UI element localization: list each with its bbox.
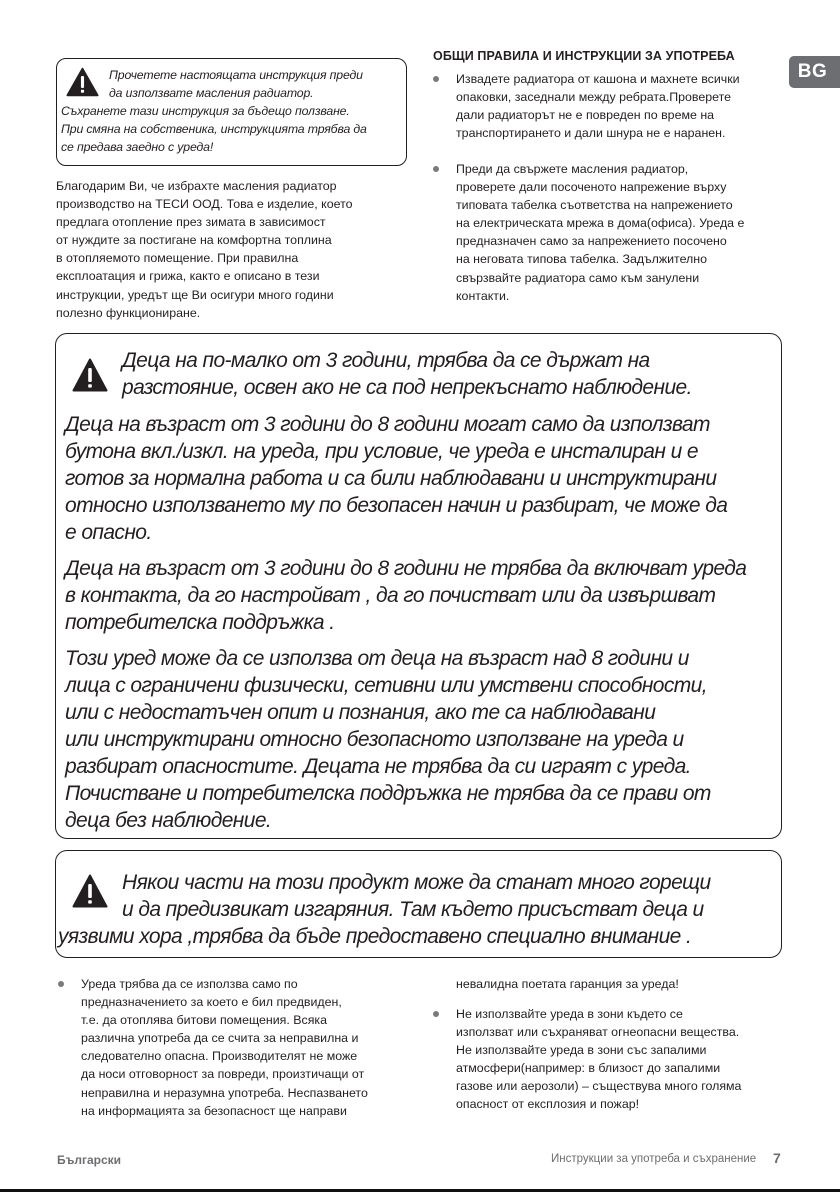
list-item-line: Не използвайте уреда в зони където се bbox=[456, 1007, 683, 1021]
language-tab: BG bbox=[789, 56, 840, 88]
warning-paragraph-line: или с недостатъчен опит и познания, ако те са наблюдавани bbox=[65, 701, 656, 724]
list-item-line: Преди да свържете масления радиатор, bbox=[456, 162, 689, 176]
list-item-line: да носи отговорност за повреди, произтичащи от bbox=[81, 1067, 365, 1082]
warning-paragraph-line: Този уред може да се използва от деца на възраст над 8 години и bbox=[65, 647, 689, 670]
list-item-line: транспортирането и дали шнура не е наранен. bbox=[456, 126, 726, 141]
warning-paragraph-line: или инструктирани относно безопасното използване на уреда и bbox=[65, 728, 684, 751]
warning-triangle-icon bbox=[66, 67, 99, 97]
warning-paragraph-line: Деца на възраст от 3 години до 8 години не трябва да включват уреда bbox=[65, 557, 747, 580]
warning-paragraph-line: деца без наблюдение. bbox=[65, 809, 272, 832]
footer-document-title: Инструкции за употреба и съхранение bbox=[551, 1153, 757, 1165]
warning-paragraph-line: лица с ограничени физически, сетивни или умствени способности, bbox=[65, 674, 707, 697]
intro-line: Благодарим Ви, че избрахте масления радиатор bbox=[56, 179, 337, 193]
bullet-icon bbox=[433, 166, 439, 172]
warning-paragraph-line: готов за нормална работа и са били наблюдавани и инструктирани bbox=[65, 467, 717, 490]
list-item-line: на неговата типова табелка. Задължително bbox=[456, 252, 708, 267]
hot-parts-warning-box bbox=[55, 850, 782, 958]
list-item-line: дали радиаторът не е повреден по време на bbox=[456, 108, 715, 123]
page-number: 7 bbox=[773, 1150, 781, 1166]
warning-paragraph-line: разбират опасностите. Децата не трябва да си играят с уреда. bbox=[65, 755, 691, 778]
list-item-line: на информацията за безопасност ще направи bbox=[81, 1103, 347, 1118]
warning-paragraph-line: в контакта, да го настройват , да го почистват или да извършват bbox=[65, 584, 716, 607]
warning-text-line: Някои части на този продукт може да станат много горещи bbox=[122, 871, 711, 894]
warning-paragraph-line: потребителска поддръжка . bbox=[65, 611, 335, 634]
intro-line: производство на ТЕСИ ООД. Това е изделие, което bbox=[56, 197, 353, 212]
list-item-line: т.е. да отоплява битови помещения. Всяка bbox=[81, 1013, 328, 1028]
warning-triangle-icon bbox=[72, 358, 108, 392]
footer-language: Български bbox=[57, 1153, 122, 1167]
intro-line: експлоатация и грижа, както е описано в тези bbox=[56, 269, 320, 284]
list-item-line: предназначен само за напрежението посочено bbox=[456, 234, 727, 249]
intro-line: инструкции, уредът ще Ви осигури много години bbox=[56, 287, 334, 302]
warning-text-line: се предава заедно с уреда! bbox=[61, 140, 214, 154]
warning-text-line: Съхранете тази инструкция за бъдещо ползване. bbox=[61, 104, 350, 118]
list-item-line: газове или аерозоли) – съществува много голяма bbox=[456, 1079, 742, 1094]
list-item-line: невалидна поетата гаранция за уреда! bbox=[456, 977, 679, 991]
list-item-line: Не използвайте уреда в зони със запалими bbox=[456, 1043, 707, 1058]
warning-heading-line: разстояние, освен ако не са под непрекъснато наблюдение. bbox=[122, 376, 692, 399]
warning-text-line: и да предизвикат изгаряния. Там където присъстват деца и bbox=[122, 898, 704, 921]
list-item-line: свързвайте радиатора само към занулени bbox=[456, 270, 700, 285]
list-item-line: използват или съхраняват огнеопасни вещества. bbox=[456, 1025, 740, 1040]
warning-paragraph-line: Деца на възраст от 3 години до 8 години могат само да използват bbox=[65, 413, 710, 436]
list-item-line: опасност от експлозия и пожар! bbox=[456, 1097, 640, 1112]
intro-line: предлага отопление през зимата в зависимост bbox=[56, 215, 326, 230]
list-item-line: опаковки, заседнали между ребрата.Проверете bbox=[456, 90, 732, 105]
list-item-line: проверете дали посоченото напрежение върху bbox=[456, 180, 727, 195]
list-item-line: типовата табелка съответства на напрежението bbox=[456, 198, 733, 213]
list-item-line: на електрическата мрежа в дома(офиса). Уреда е bbox=[456, 216, 745, 231]
read-instructions-warning-box bbox=[56, 58, 407, 166]
warning-paragraph-line: Почистване и потребителска поддръжка не трябва да се прави от bbox=[65, 782, 711, 805]
warning-text-line: Прочетете настоящата инструкция преди bbox=[109, 68, 363, 82]
list-item-line: Уреда трябва да се използва само по bbox=[81, 977, 298, 991]
warning-text-line: да използвате масления радиатор. bbox=[109, 86, 314, 100]
list-item-line: контакти. bbox=[456, 288, 510, 303]
list-item-line: предназначението за което е бил предвиден, bbox=[81, 995, 342, 1010]
warning-paragraph-line: бутона вкл./изкл. на уреда, при условие, че уреда е инсталиран и е bbox=[65, 440, 698, 463]
intro-paragraph bbox=[56, 177, 416, 322]
warning-text-line: уязвими хора ,трябва да бъде предоставено специално внимание . bbox=[58, 925, 692, 948]
bullet-icon bbox=[433, 1011, 439, 1017]
bullet-icon bbox=[433, 76, 439, 82]
warning-paragraph-line: относно използването му по безопасен начин и разбират, че може да bbox=[65, 494, 728, 517]
list-item-line: атмосфери(например: в близост до запалими bbox=[456, 1061, 721, 1076]
intro-line: полезно функциониране. bbox=[56, 305, 201, 320]
warning-triangle-icon bbox=[72, 874, 108, 908]
list-item-line: неправилна и неразумна употреба. Неспазването bbox=[81, 1085, 368, 1100]
warning-heading-line: Деца на по-малко от 3 години, трябва да се държат на bbox=[122, 349, 650, 372]
children-warning-box bbox=[55, 333, 782, 839]
warning-paragraph-line: е опасно. bbox=[65, 521, 152, 544]
list-item-line: Извадете радиатора от кашона и махнете всички bbox=[456, 72, 740, 86]
list-item-line: следователно опасна. Производителят не може bbox=[81, 1049, 358, 1064]
bullet-icon bbox=[58, 981, 64, 987]
warning-text-line: При смяна на собственика, инструкцията трябва да bbox=[61, 122, 367, 136]
section-heading: ОБЩИ ПРАВИЛА И ИНСТРУКЦИИ ЗА УПОТРЕБА bbox=[433, 49, 735, 63]
intro-line: в отопляемото помещение. При правилна bbox=[56, 251, 299, 266]
intro-line: от нуждите за постигане на комфортна топлина bbox=[56, 233, 332, 248]
list-item-line: различна употреба да се счита за неправилна и bbox=[81, 1031, 359, 1046]
